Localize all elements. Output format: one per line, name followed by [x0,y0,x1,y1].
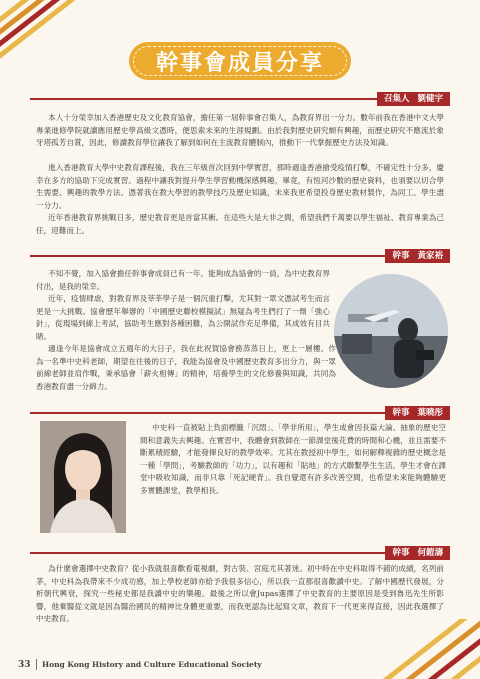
paragraph: 為什麼會選擇中史教育？從小我就很喜歡看電視劇，對古裝、宮庭尤其著迷。初中時在中史科取得不錯的成績，名列前茅，中史科為我帶來不少成功感，加上學校老師亦給予我很多信心，所以我一直都很喜歡讀中史。了解中國歷代發展，分析朝代興衰，探究一些秘史都是我讀中史的樂趣。最後之所以會Jupas選擇了中史教育的主要原因是受到魯迅先生所影響，他棄醫從文就是因為醫治國民的精神比身體更重要，而我更認為比起寫文章，教育下一代更來得直接，因此我選擇了中史教育。 [36,564,444,624]
portrait-photo [40,421,126,533]
author-name: 黃家裕 [417,251,443,261]
author-role: 幹事 [392,408,410,418]
author-role: 召集人 [383,94,410,104]
paragraph: 近年香港教育界挑戰日多，歷史教育更是首當其衝。在這些大是大非之間，希望我們千萬要以學生福祉、教育專業為己任，迎難而上。 [36,213,444,235]
author-role: 幹事 [392,548,410,558]
paragraph: 近年，疫情肆虐，對教育界及莘莘學子是一個沉重打擊，尤其對一眾文憑試考生而言更是一大挑戰。協會歷年舉辦的「中國歷史聯校模擬試」無疑為考生們打了一劑「強心針」，從現場到線上考試，協助考生應對各種困難，為公開試作充足準備，其成效有目共睹。 [36,294,330,341]
footer-organization: Hong Kong History and Culture Educational Society [42,660,262,669]
member-photo [334,274,448,388]
paragraph: 進入香港教育大學中史教育課程後，我在三年級首次回到中學實習，那時適逢香港搶受疫情打擊，不確定性十分多，慶幸在多方的協助下完成實習。過程中讓我對提升學生學習動機深感興趣，畢竟，有恆河沙數的歷史資料，也須要以切合學生需要、興趣的教學方法。憑著我在教大學習的教學技巧及歷史知識，未來我更希望投身歷史教材製作，為同工、學生盡一分力。 [36,163,444,210]
author-tag [385,249,450,263]
author-tag [385,546,450,560]
paragraph: 適逢今年是協會成立五週年的大日子，我在此祝賀協會務蒸蒸日上，更上一層樓。作為一名準中史科老師，期望在往後的日子，我能為協會及中國歷史教育多出分力，與一眾前線老師並肩作戰，秉承協會「薪火相傳」的精神，培養學生的文化修養與知識，共同為香港教育盡一分綿力。 [36,344,336,391]
member-portrait [40,421,126,533]
author-name: 劉健宇 [417,94,443,104]
corner-stripes-decoration [0,0,110,90]
author-name: 何鎧濤 [417,548,443,558]
footer-divider [36,659,37,670]
author-name: 葉曉彤 [417,408,443,418]
author-role: 幹事 [392,251,410,261]
paragraph: 不知不覺，加入協會擔任幹事會成員已有一年。能夠成為協會的一員，為中史教育界付出，是我的榮幸。 [36,269,330,291]
airport-window-photo [334,274,448,388]
page-number: 33 [18,660,31,670]
corner-stripes-decoration [360,619,480,679]
page-title: 幹事會成員分享 [155,49,324,76]
paragraph: 中史科一直被貼上負面標籤「沉悶」、「學非所用」，學生或會因長篇大論、抽象的歷史空間和意義失去興趣。在實習中，我體會到教師在一節課堂後花費的時間和心機，並且需要不斷累積經驗，才能發揮良好的教學效率。尤其在教授初中學生，如何解釋複雜的歷史概念是一種「學問」，考驗教師的「功力」，以有趣和「貼地」的方式聯繫學生生活。學生才會在課堂中吸收知識，而非只靠「死記硬背」。我自覺還有許多改善空間，也希望未來能夠體驗更多實體課堂，教學相長。 [140,423,446,495]
author-tag [377,92,450,106]
paragraph: 本人十分榮幸加入香港歷史及文化教育協會，擔任第一屆幹事會召集人，為教育界出一分力。數年前我在香港中文大學專業進修學院就讀應用歷史學高級文憑時，便思索未來的生涯規劃。由於我對歷史研究頗有興趣，而歷史研究不應流於象牙塔孤芳自賞，因此，修讀教育學位讓我了解到如何在主流教育體制內，推動下一代掌握歷史方法及知識。 [36,113,444,148]
author-tag [385,406,450,420]
page-title-banner [129,42,351,80]
